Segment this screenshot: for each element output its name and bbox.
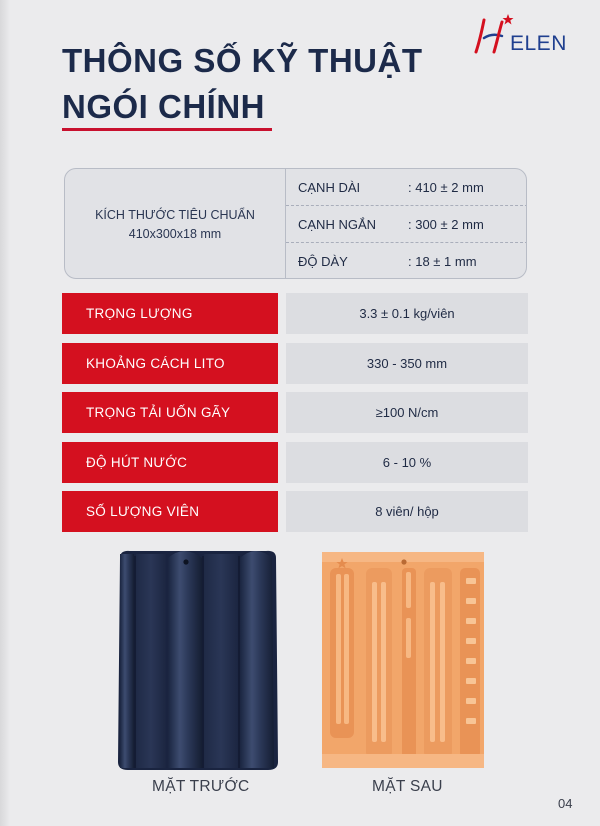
- spec-row-width: [286, 206, 527, 243]
- back-caption: MẶT SAU: [372, 778, 443, 795]
- logo-wordmark: ELEN: [510, 32, 567, 55]
- roof-tile-front-image: [116, 548, 280, 772]
- spec-dimension-list: [286, 169, 527, 279]
- property-value: ≥100 N/cm: [286, 392, 528, 433]
- spec-value: : 410 ± 2 mm: [408, 179, 484, 195]
- property-label: KHOẢNG CÁCH LITO: [62, 343, 278, 384]
- title-line-1: THÔNG SỐ KỸ THUẬT: [62, 42, 423, 79]
- spec-value: : 300 ± 2 mm: [408, 216, 484, 232]
- property-row-water-absorption: [62, 442, 528, 483]
- logo-h-mark-icon: [470, 12, 514, 56]
- property-row-lito-spacing: [62, 343, 528, 384]
- spec-value: : 18 ± 1 mm: [408, 254, 477, 269]
- front-caption: MẶT TRƯỚC: [152, 778, 250, 795]
- dimension-spec-box: [64, 168, 527, 279]
- spec-standard-size: [65, 169, 285, 279]
- property-row-weight: [62, 293, 528, 334]
- property-value: 330 - 350 mm: [286, 343, 528, 384]
- roof-tile-back-image: [320, 548, 486, 772]
- spec-key: ĐỘ DÀY: [298, 254, 348, 269]
- property-label: TRỌNG LƯỢNG: [62, 293, 278, 334]
- page-number: 04: [558, 796, 573, 811]
- spec-row-length: [286, 169, 527, 206]
- property-row-tile-count: [62, 491, 528, 532]
- page-edge: [0, 0, 10, 826]
- spec-key: CẠNH NGẮN: [298, 216, 377, 232]
- property-label: ĐỘ HÚT NƯỚC: [62, 442, 278, 483]
- brand-logo: [470, 8, 580, 56]
- spec-key: CẠNH DÀI: [298, 179, 361, 195]
- title-line-2: NGÓI CHÍNH: [62, 88, 265, 125]
- page-title: [62, 38, 423, 130]
- property-label: TRỌNG TẢI UỐN GÃY: [62, 392, 278, 433]
- property-value: 6 - 10 %: [286, 442, 528, 483]
- property-value: 3.3 ± 0.1 kg/viên: [286, 293, 528, 334]
- title-underline: [62, 128, 272, 131]
- property-value: 8 viên/ hộp: [286, 491, 528, 532]
- spec-size-value: 410x300x18 mm: [128, 226, 222, 241]
- property-label: SỐ LƯỢNG VIÊN: [62, 491, 278, 532]
- property-row-breaking-load: [62, 392, 528, 433]
- spec-label: KÍCH THƯỚC TIÊU CHUẨN: [95, 207, 255, 222]
- spec-row-thickness: [286, 243, 527, 279]
